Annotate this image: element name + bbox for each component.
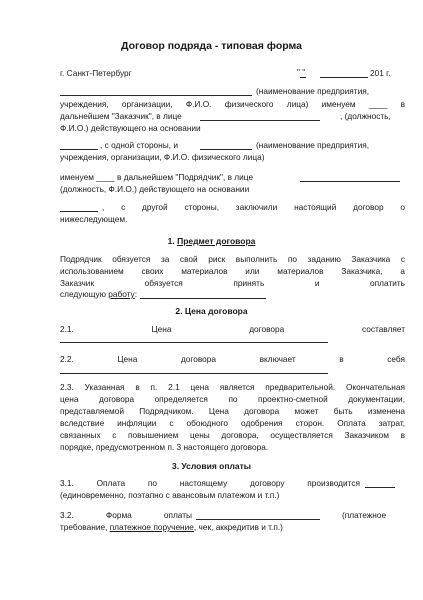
s1-line4: следующую работу: <box>60 289 138 299</box>
p21-text: 2.1. Цена договора составляет <box>60 324 405 334</box>
p22-text: 2.2. Цена договора включает в себя <box>60 354 405 364</box>
price-amount-blank <box>60 342 328 343</box>
document-title: Договор подряда - типовая форма <box>120 40 302 52</box>
p1-line4: Ф.И.О.) действующего на основании <box>60 123 201 133</box>
p2-line1b: (наименование предприятия, <box>256 140 370 150</box>
customer-name-blank <box>60 95 252 96</box>
price-includes-blank <box>60 373 328 374</box>
date-day-blank <box>300 77 306 78</box>
p1-line3b: , (должность, <box>340 111 391 121</box>
p31-line2: (единовременно, поэтапно с авансовым платежом и т.п.) <box>60 490 280 500</box>
p1-line1: (наименование предприятия, <box>256 86 370 96</box>
p31-line1: 3.1. Оплата по настоящему договору производится <box>60 478 360 488</box>
s1-line3: Заказчик обязуется принять и оплатить <box>60 278 405 288</box>
p23-line4: вследствие инфляции с обоюдного одобрения сторон. Оплата затрат, <box>60 418 405 428</box>
contractor-rep-blank <box>300 181 400 182</box>
p23-line1: 2.3. Указанная в п. 2.1 цена является предварительной. Окончательная <box>60 382 405 392</box>
contractor-basis-blank <box>60 211 98 212</box>
p4-line2: нижеследующем. <box>60 214 128 224</box>
customer-rep-blank <box>200 120 320 121</box>
p23-line5: связанных с повышением цены договора, осуществляется Заказчиком в <box>60 430 405 440</box>
p4-line1: , с другой стороны, заключили настоящий договор о <box>102 202 405 212</box>
date-day-quotes: " " <box>297 67 306 77</box>
work-description-blank <box>140 298 266 299</box>
p32-line2: требование, платежное поручение, чек, аккредитив и т.п.) <box>60 522 283 532</box>
city-label: г. Санкт-Петербург <box>60 68 132 78</box>
payment-method-blank <box>365 487 395 488</box>
date-year: 201 г. <box>370 68 391 78</box>
p32-line1b: (платежное <box>342 510 387 520</box>
p2-line1a: , с одной стороны, и <box>100 140 178 150</box>
p32-line1a: 3.2. Форма оплаты <box>60 510 192 520</box>
p1-line3a: дальнейшем "Заказчик", в лице <box>60 111 182 121</box>
section1-heading: 1. Предмет договора <box>167 236 256 246</box>
p23-line6: порядке, предусмотренном п. 3 настоящего договора. <box>60 442 269 452</box>
p3-line2: (должность, Ф.И.О.) действующего на основании <box>60 184 250 194</box>
contractor-name-blank <box>200 149 252 150</box>
p23-line3: представляемой Подрядчиком. Цена договора может быть изменена <box>60 406 405 416</box>
s1-line2: использованием своих материалов или материалов Заказчика, а <box>60 266 405 276</box>
s1-line1: Подрядчик обязуется за свой риск выполнить по заданию Заказчика с <box>60 254 405 264</box>
p2-line2: учреждения, организации, Ф.И.О. физического лица) <box>60 152 265 162</box>
section2-heading: 2. Цена договора <box>175 306 248 316</box>
p3-line1a: именуем ____ в дальнейшем "Подрядчик", в лице <box>60 172 254 182</box>
p1-line2: учреждения, организации, Ф.И.О. физического лица) именуем ____ в <box>60 99 405 109</box>
customer-basis-blank <box>60 149 98 150</box>
p23-line2: цена договора определяется по проектно-сметной документации, <box>60 394 405 404</box>
section3-heading: 3. Условия оплаты <box>171 461 252 471</box>
date-month-blank <box>320 77 368 78</box>
payment-form-blank <box>196 519 320 520</box>
